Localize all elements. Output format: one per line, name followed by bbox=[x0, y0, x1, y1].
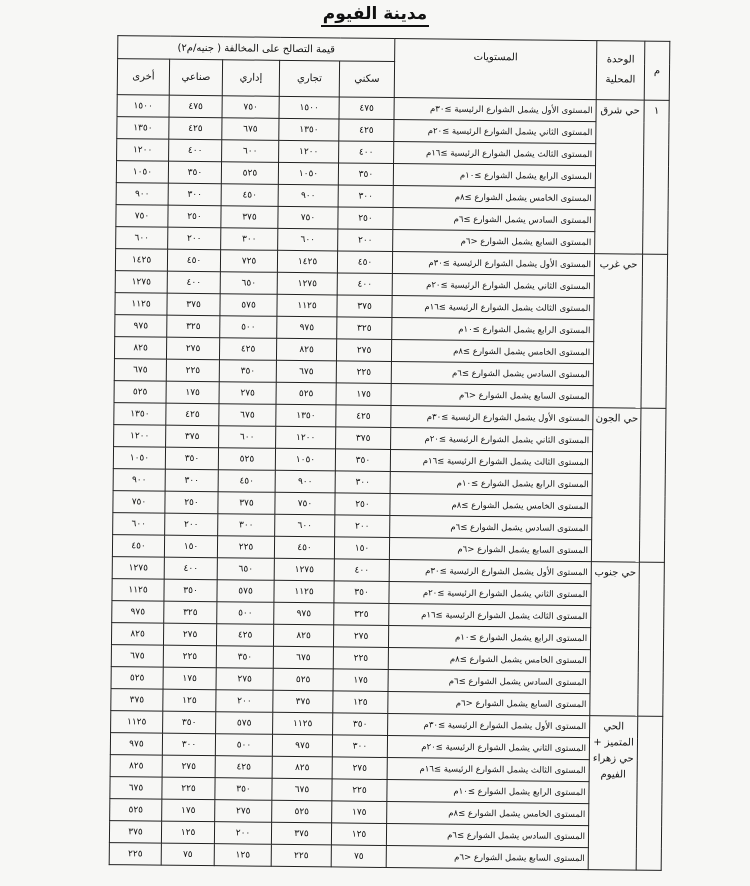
value-industrial: ٢٧٥ bbox=[167, 337, 220, 360]
value-residential: ٢٢٥ bbox=[336, 361, 391, 384]
value-administrative: ٤٢٥ bbox=[217, 624, 274, 647]
value-residential: ٤٢٥ bbox=[336, 405, 391, 428]
value-administrative: ٤٢٥ bbox=[220, 338, 277, 361]
value-industrial: ١٢٥ bbox=[161, 821, 214, 844]
local-unit-name: حي الجون bbox=[591, 408, 641, 562]
local-unit-name: الحي المتميز + حي زهراء الفيوم bbox=[588, 716, 638, 870]
table-body bbox=[109, 95, 669, 871]
level-description: المستوى الأول يشمل الشوارع الرئيسية ≥٣٠م bbox=[392, 252, 594, 276]
value-commercial: ٣٧٥ bbox=[271, 822, 331, 845]
level-description: المستوى الثاني يشمل الشوارع الرئيسية ≥٢٠م bbox=[394, 120, 596, 144]
value-residential: ٢٠٠ bbox=[338, 229, 393, 252]
value-industrial: ٢٠٠ bbox=[165, 513, 218, 536]
value-commercial: ١١٢٥ bbox=[273, 712, 333, 735]
value-industrial: ٤٠٠ bbox=[164, 557, 217, 580]
value-administrative: ٢٧٥ bbox=[219, 382, 276, 405]
value-residential: ٤٥٠ bbox=[337, 251, 392, 274]
value-commercial: ٧٥٠ bbox=[278, 206, 338, 229]
value-residential: ١٧٥ bbox=[332, 801, 387, 824]
value-residential: ٣٥٠ bbox=[338, 163, 393, 186]
value-commercial: ١٢٧٥ bbox=[277, 272, 337, 295]
group-number bbox=[638, 562, 665, 716]
value-other: ٩٧٥ bbox=[115, 315, 167, 338]
value-commercial: ٦٧٥ bbox=[273, 646, 333, 669]
value-residential: ٢٧٥ bbox=[332, 757, 387, 780]
value-industrial: ٣٥٠ bbox=[168, 161, 221, 184]
value-residential: ٢٧٥ bbox=[334, 625, 389, 648]
value-administrative: ٦٥٠ bbox=[220, 272, 277, 295]
value-industrial: ٣٥٠ bbox=[164, 579, 217, 602]
level-description: المستوى السادس يشمل الشوارع ≥٦م bbox=[386, 823, 588, 847]
level-description: المستوى السابع يشمل الشوارع <٦م bbox=[388, 691, 590, 715]
value-commercial: ٩٠٠ bbox=[278, 184, 338, 207]
value-administrative: ٦٧٥ bbox=[219, 404, 276, 427]
level-description: المستوى السابع يشمل الشوارع <٦م bbox=[389, 538, 591, 562]
group-number: ١ bbox=[643, 100, 670, 254]
value-industrial: ٢٧٥ bbox=[162, 755, 215, 778]
value-commercial: ٨٢٥ bbox=[272, 756, 332, 779]
value-other: ٧٥٠ bbox=[116, 205, 168, 228]
value-commercial: ١٠٥٠ bbox=[278, 162, 338, 185]
value-commercial: ١٥٠٠ bbox=[279, 96, 339, 119]
value-administrative: ٥٢٥ bbox=[221, 162, 278, 185]
value-administrative: ٥٢٥ bbox=[218, 448, 275, 471]
value-residential: ٤٠٠ bbox=[337, 273, 392, 296]
value-industrial: ٢٥٠ bbox=[165, 491, 218, 514]
level-description: المستوى السادس يشمل الشوارع ≥٦م bbox=[390, 516, 592, 540]
value-other: ٨٢٥ bbox=[111, 623, 163, 646]
value-other: ٩٧٥ bbox=[112, 601, 164, 624]
value-administrative: ٢٧٥ bbox=[216, 668, 273, 691]
header-col-residential: سكني bbox=[339, 61, 394, 98]
value-other: ١١٢٥ bbox=[115, 293, 167, 316]
value-other: ٩٠٠ bbox=[113, 469, 165, 492]
value-administrative: ٣٠٠ bbox=[218, 514, 275, 537]
value-other: ١٢٧٥ bbox=[115, 271, 167, 294]
value-commercial: ١٤٢٥ bbox=[277, 250, 337, 273]
level-description: المستوى السابع يشمل الشوارع <٦م bbox=[386, 845, 588, 869]
value-industrial: ٧٥ bbox=[161, 843, 214, 866]
value-residential: ٣٥٠ bbox=[333, 713, 388, 736]
value-industrial: ٤٥٠ bbox=[167, 249, 220, 272]
value-other: ١٠٥٠ bbox=[113, 447, 165, 470]
value-commercial: ٦٠٠ bbox=[278, 228, 338, 251]
value-administrative: ٥٧٥ bbox=[220, 294, 277, 317]
value-residential: ٢٠٠ bbox=[335, 515, 390, 538]
value-other: ١٥٠٠ bbox=[117, 95, 169, 118]
value-administrative: ٢٢٥ bbox=[217, 536, 274, 559]
value-administrative: ٢٧٥ bbox=[215, 800, 272, 823]
value-administrative: ٦٠٠ bbox=[219, 426, 276, 449]
value-residential: ٣٢٥ bbox=[337, 317, 392, 340]
value-residential: ١٥٠ bbox=[334, 537, 389, 560]
value-other: ٧٥٠ bbox=[113, 491, 165, 514]
value-other: ٣٧٥ bbox=[111, 689, 163, 712]
value-administrative: ٣٥٠ bbox=[216, 646, 273, 669]
value-commercial: ٥٢٥ bbox=[276, 382, 336, 405]
value-residential: ٣٧٥ bbox=[336, 427, 391, 450]
value-industrial: ٣٧٥ bbox=[166, 425, 219, 448]
header-levels: المستويات bbox=[394, 39, 597, 100]
value-commercial: ٩٧٥ bbox=[272, 734, 332, 757]
value-administrative: ٤٢٥ bbox=[215, 756, 272, 779]
value-other: ١٣٥٠ bbox=[114, 403, 166, 426]
value-industrial: ٣٠٠ bbox=[165, 469, 218, 492]
value-other: ٩٧٥ bbox=[110, 733, 162, 756]
value-other: ٥٢٥ bbox=[111, 667, 163, 690]
local-unit-name: حي شرق bbox=[595, 100, 645, 254]
value-residential: ٤٠٠ bbox=[339, 141, 394, 164]
table-row bbox=[109, 843, 661, 871]
level-description: المستوى الثاني يشمل الشوارع الرئيسية ≥٢٠م bbox=[387, 735, 589, 759]
header-col-commercial: تجاري bbox=[279, 60, 339, 97]
value-administrative: ٣٥٠ bbox=[219, 360, 276, 383]
value-industrial: ٣٥٠ bbox=[165, 447, 218, 470]
level-description: المستوى السادس يشمل الشوارع ≥٦م bbox=[388, 669, 590, 693]
value-industrial: ٤٠٠ bbox=[167, 271, 220, 294]
value-residential: ٢٥٠ bbox=[335, 493, 390, 516]
value-commercial: ٤٥٠ bbox=[274, 536, 334, 559]
value-industrial: ٢٠٠ bbox=[168, 227, 221, 250]
value-residential: ٤٠٠ bbox=[334, 559, 389, 582]
value-industrial: ٣٢٥ bbox=[164, 601, 217, 624]
value-residential: ٣٠٠ bbox=[332, 735, 387, 758]
local-unit-name: حي غرب bbox=[593, 254, 643, 408]
level-description: المستوى السادس يشمل الشوارع ≥٦م bbox=[393, 208, 595, 232]
value-other: ١٢٧٥ bbox=[112, 557, 164, 580]
value-other: ٤٥٠ bbox=[112, 535, 164, 558]
value-residential: ١٢٥ bbox=[333, 691, 388, 714]
group-number bbox=[641, 254, 668, 408]
value-other: ٨٢٥ bbox=[110, 755, 162, 778]
value-residential: ٣٥٠ bbox=[335, 449, 390, 472]
value-commercial: ٥٢٥ bbox=[272, 800, 332, 823]
value-industrial: ١٧٥ bbox=[163, 667, 216, 690]
value-industrial: ١٧٥ bbox=[162, 799, 215, 822]
group-number bbox=[636, 716, 663, 870]
value-commercial: ٦٧٥ bbox=[276, 360, 336, 383]
level-description: المستوى الأول يشمل الشوارع الرئيسية ≥٣٠م bbox=[389, 560, 591, 584]
value-administrative: ٥٧٥ bbox=[217, 580, 274, 603]
value-commercial: ١٣٥٠ bbox=[276, 404, 336, 427]
value-other: ٦٠٠ bbox=[113, 513, 165, 536]
value-industrial: ١٥٠ bbox=[164, 535, 217, 558]
value-industrial: ٣٧٥ bbox=[167, 293, 220, 316]
value-administrative: ١٢٥ bbox=[214, 844, 271, 867]
value-commercial: ٦٧٥ bbox=[272, 778, 332, 801]
value-commercial: ١٢٠٠ bbox=[279, 140, 339, 163]
value-administrative: ٧٢٥ bbox=[220, 250, 277, 273]
header-m: م bbox=[644, 41, 670, 100]
value-other: ١٢٠٠ bbox=[117, 139, 169, 162]
value-other: ٦٧٥ bbox=[114, 359, 166, 382]
local-unit-name: حي جنوب bbox=[590, 562, 640, 716]
value-residential: ٢٢٥ bbox=[332, 779, 387, 802]
value-industrial: ٤٢٥ bbox=[169, 117, 222, 140]
level-description: المستوى الثالث يشمل الشوارع الرئيسية ≥١٦م bbox=[389, 604, 591, 628]
value-commercial: ٧٥٠ bbox=[275, 492, 335, 515]
level-description: المستوى الرابع يشمل الشوارع ≥١٠م bbox=[392, 318, 594, 342]
value-administrative: ٦٧٥ bbox=[222, 118, 279, 141]
value-commercial: ٩٧٥ bbox=[274, 602, 334, 625]
header-col-other: أخرى bbox=[117, 59, 169, 96]
value-industrial: ٣٠٠ bbox=[168, 183, 221, 206]
value-administrative: ٤٥٠ bbox=[221, 184, 278, 207]
value-other: ١٤٢٥ bbox=[115, 249, 167, 272]
value-commercial: ٢٢٥ bbox=[271, 844, 331, 867]
value-industrial: ٤٠٠ bbox=[169, 139, 222, 162]
level-description: المستوى الخامس يشمل الشوارع ≥٨م bbox=[388, 648, 590, 672]
value-commercial: ١٢٧٥ bbox=[274, 558, 334, 581]
level-description: المستوى الثالث يشمل الشوارع الرئيسية ≥١٦م bbox=[394, 142, 596, 166]
value-administrative: ٦٥٠ bbox=[217, 558, 274, 581]
value-other: ١٣٥٠ bbox=[117, 117, 169, 140]
value-commercial: ٨٢٥ bbox=[277, 338, 337, 361]
level-description: المستوى الثاني يشمل الشوارع الرئيسية ≥٢٠م bbox=[389, 582, 591, 606]
value-other: ١١٢٥ bbox=[111, 711, 163, 734]
value-industrial: ٢٢٥ bbox=[163, 645, 216, 668]
level-description: المستوى الخامس يشمل الشوارع ≥٨م bbox=[387, 801, 589, 825]
value-industrial: ١٧٥ bbox=[166, 381, 219, 404]
value-administrative: ٥٠٠ bbox=[217, 602, 274, 625]
level-description: المستوى الأول يشمل الشوارع الرئيسية ≥٣٠م bbox=[391, 406, 593, 430]
value-other: ٥٢٥ bbox=[114, 381, 166, 404]
value-residential: ٤٧٥ bbox=[339, 97, 394, 120]
value-commercial: ٩٧٥ bbox=[277, 316, 337, 339]
level-description: المستوى الثالث يشمل الشوارع الرئيسية ≥١٦م bbox=[390, 450, 592, 474]
value-other: ٩٠٠ bbox=[116, 183, 168, 206]
value-residential: ٣٧٥ bbox=[337, 295, 392, 318]
level-description: المستوى الثاني يشمل الشوارع الرئيسية ≥٢٠م bbox=[391, 428, 593, 452]
level-description: المستوى السادس يشمل الشوارع ≥٦م bbox=[391, 362, 593, 386]
value-administrative: ٥٧٥ bbox=[216, 712, 273, 735]
level-description: المستوى السابع يشمل الشوارع <٦م bbox=[391, 384, 593, 408]
value-industrial: ٣٢٥ bbox=[167, 315, 220, 338]
value-residential: ٢٧٥ bbox=[337, 339, 392, 362]
value-other: ٦٧٥ bbox=[111, 645, 163, 668]
value-other: ٦٧٥ bbox=[110, 777, 162, 800]
level-description: المستوى الرابع يشمل الشوارع ≥١٠م bbox=[389, 626, 591, 650]
value-residential: ٣٢٥ bbox=[334, 603, 389, 626]
value-residential: ٢٢٥ bbox=[333, 647, 388, 670]
level-description: المستوى الرابع يشمل الشوارع ≥١٠م bbox=[390, 472, 592, 496]
level-description: المستوى الأول يشمل الشوارع الرئيسية ≥٣٠م bbox=[394, 98, 596, 122]
value-industrial: ١٢٥ bbox=[163, 689, 216, 712]
value-residential: ٣٠٠ bbox=[338, 185, 393, 208]
value-industrial: ٢٢٥ bbox=[166, 359, 219, 382]
value-administrative: ٤٥٠ bbox=[218, 470, 275, 493]
header-value-group: قيمة التصالح على المخالفة ( جنيه/م٢) bbox=[118, 36, 395, 62]
value-other: ٢٢٥ bbox=[109, 843, 161, 866]
value-commercial: ٩٠٠ bbox=[275, 470, 335, 493]
value-commercial: ١٠٥٠ bbox=[275, 448, 335, 471]
value-administrative: ٥٠٠ bbox=[220, 316, 277, 339]
value-residential: ٣٠٠ bbox=[335, 471, 390, 494]
value-residential: ٧٥ bbox=[331, 845, 386, 868]
level-description: المستوى الأول يشمل الشوارع الرئيسية ≥٣٠م bbox=[388, 713, 590, 737]
value-commercial: ١١٢٥ bbox=[277, 294, 337, 317]
value-other: ٣٧٥ bbox=[109, 821, 161, 844]
group-number bbox=[639, 408, 666, 562]
level-description: المستوى السابع يشمل الشوارع <٦م bbox=[393, 230, 595, 254]
level-description: المستوى الرابع يشمل الشوارع ≥١٠م bbox=[387, 779, 589, 803]
value-industrial: ٤٢٥ bbox=[166, 403, 219, 426]
value-industrial: ٢٥٠ bbox=[168, 205, 221, 228]
value-commercial: ١١٢٥ bbox=[274, 580, 334, 603]
value-commercial: ٥٢٥ bbox=[273, 668, 333, 691]
value-residential: ١٧٥ bbox=[333, 669, 388, 692]
header-col-industrial: صناعي bbox=[169, 59, 222, 96]
value-other: ٦٠٠ bbox=[116, 227, 168, 250]
level-description: المستوى الثالث يشمل الشوارع الرئيسية ≥١٦م bbox=[392, 296, 594, 320]
violation-values-table bbox=[109, 35, 671, 871]
level-description: المستوى الثاني يشمل الشوارع الرئيسية ≥٢٠م bbox=[392, 274, 594, 298]
level-description: المستوى الرابع يشمل الشوارع ≥١٠م bbox=[393, 164, 595, 188]
value-industrial: ٤٧٥ bbox=[169, 95, 222, 118]
value-residential: ١٧٥ bbox=[336, 383, 391, 406]
value-administrative: ٢٠٠ bbox=[214, 822, 271, 845]
value-administrative: ٣٠٠ bbox=[221, 228, 278, 251]
value-commercial: ١٢٠٠ bbox=[276, 426, 336, 449]
value-commercial: ٨٢٥ bbox=[274, 624, 334, 647]
value-other: ٨٢٥ bbox=[114, 337, 166, 360]
value-administrative: ٦٠٠ bbox=[222, 140, 279, 163]
value-industrial: ٢٢٥ bbox=[162, 777, 215, 800]
value-other: ١٠٥٠ bbox=[116, 161, 168, 184]
value-industrial: ٣٥٠ bbox=[163, 711, 216, 734]
value-administrative: ٢٠٠ bbox=[216, 690, 273, 713]
value-administrative: ٥٠٠ bbox=[215, 734, 272, 757]
value-administrative: ٣٧٥ bbox=[221, 206, 278, 229]
value-residential: ١٢٥ bbox=[331, 823, 386, 846]
value-other: ١٢٠٠ bbox=[114, 425, 166, 448]
value-administrative: ٣٥٠ bbox=[215, 778, 272, 801]
value-industrial: ٣٠٠ bbox=[162, 733, 215, 756]
value-residential: ٣٥٠ bbox=[334, 581, 389, 604]
value-commercial: ١٣٥٠ bbox=[279, 118, 339, 141]
header-unit: الوحدة المحلية bbox=[596, 41, 645, 100]
value-commercial: ٣٧٥ bbox=[273, 690, 333, 713]
value-residential: ٤٢٥ bbox=[339, 119, 394, 142]
level-description: المستوى الخامس يشمل الشوارع ≥٨م bbox=[390, 494, 592, 518]
value-industrial: ٢٧٥ bbox=[164, 623, 217, 646]
header-col-administrative: إداري bbox=[222, 60, 279, 97]
value-administrative: ٣٧٥ bbox=[218, 492, 275, 515]
level-description: المستوى الخامس يشمل الشوارع ≥٨م bbox=[393, 186, 595, 210]
value-residential: ٢٥٠ bbox=[338, 207, 393, 230]
value-commercial: ٦٠٠ bbox=[275, 514, 335, 537]
value-other: ٥٢٥ bbox=[110, 799, 162, 822]
page-title-text: مدينة الفيوم bbox=[321, 4, 429, 27]
level-description: المستوى الخامس يشمل الشوارع ≥٨م bbox=[392, 340, 594, 364]
value-administrative: ٧٥٠ bbox=[222, 96, 279, 119]
value-other: ١١٢٥ bbox=[112, 579, 164, 602]
level-description: المستوى الثالث يشمل الشوارع الرئيسية ≥١٦م bbox=[387, 757, 589, 781]
page-title bbox=[0, 4, 750, 24]
